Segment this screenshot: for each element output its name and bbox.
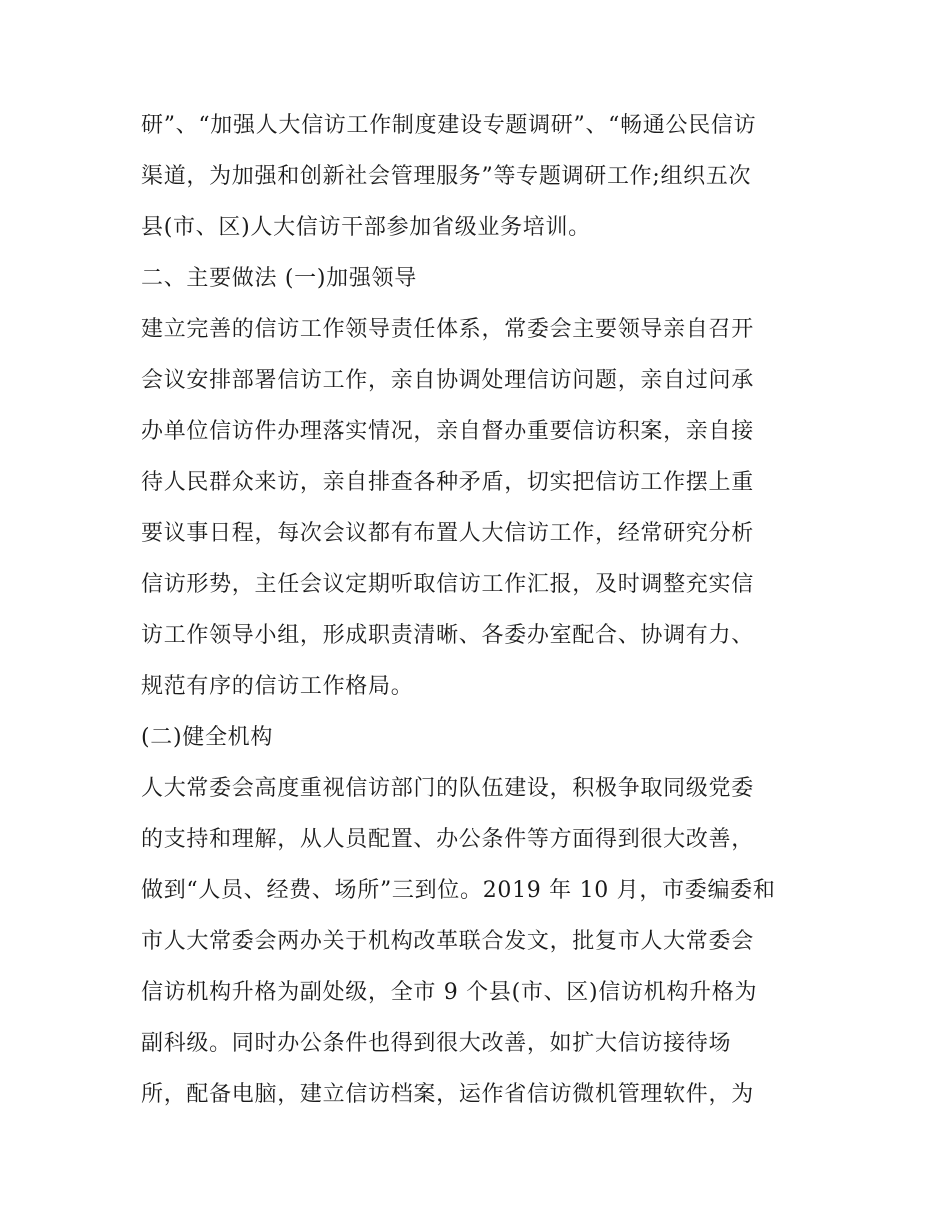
text-line: 规范有序的信访工作格局。: [141, 674, 414, 699]
text-line: 人大常委会高度重视信访部门的队伍建设，积极争取同级党委: [141, 776, 754, 801]
text-line: 渠道，为加强和创新社会管理服务”等专题调研工作;组织五次: [141, 164, 752, 189]
text-line: 办单位信访件办理落实情况，亲自督办重要信访积案，亲自接: [141, 419, 754, 444]
text-line: 所，配备电脑，建立信访档案，运作省信访微机管理软件，为: [141, 1082, 754, 1107]
text-line: 访工作领导小组，形成职责清晰、各委办室配合、协调有力、: [141, 623, 754, 648]
section-heading: 二、主要做法 (一)加强领导: [141, 266, 417, 291]
text-line: 做到“人员、经费、场所”三到位。2019 年 10 月，市委编委和: [141, 878, 776, 903]
text-line: 信访机构升格为副处级，全市 9 个县(市、区)信访机构升格为: [141, 980, 758, 1005]
text-line: 建立完善的信访工作领导责任体系，常委会主要领导亲自召开: [141, 317, 754, 342]
text-line: 会议安排部署信访工作，亲自协调处理信访问题，亲自过问承: [141, 368, 754, 393]
text-line: 县(市、区)人大信访干部参加省级业务培训。: [141, 215, 591, 240]
text-line: 待人民群众来访，亲自排查各种矛盾，切实把信访工作摆上重: [141, 470, 754, 495]
text-line: 市人大常委会两办关于机构改革联合发文，批复市人大常委会: [141, 929, 754, 954]
text-line: 的支持和理解，从人员配置、办公条件等方面得到很大改善，: [141, 827, 754, 852]
subsection-heading: (二)健全机构: [141, 725, 274, 750]
text-line: 信访形势，主任会议定期听取信访工作汇报，及时调整充实信: [141, 572, 754, 597]
text-line: 副科级。同时办公条件也得到很大改善，如扩大信访接待场: [141, 1031, 732, 1056]
text-line: 要议事日程，每次会议都有布置人大信访工作，经常研究分析: [141, 521, 754, 546]
text-line: 研”、“加强人大信访工作制度建设专题调研”、“畅通公民信访: [141, 113, 757, 138]
